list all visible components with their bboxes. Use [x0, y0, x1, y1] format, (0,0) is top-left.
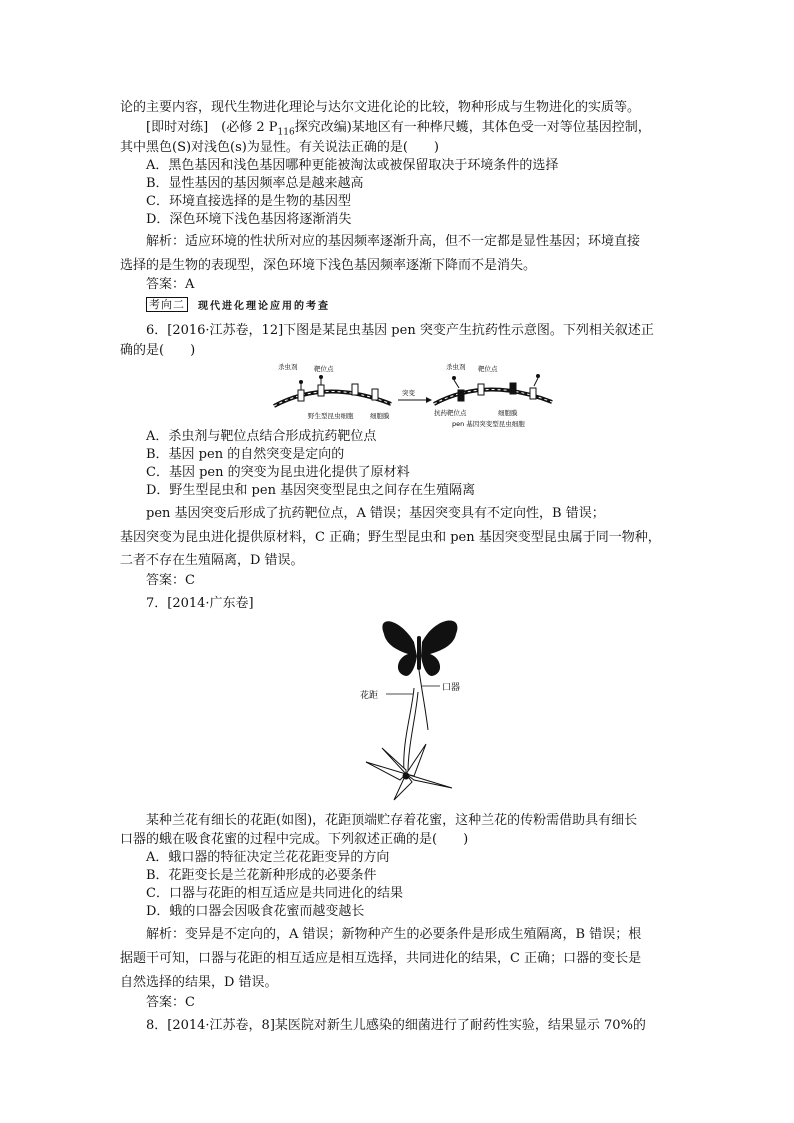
moth-icon — [382, 621, 457, 676]
practice-stem: 其中黑色(S)对浅色(s)为显性。有关说法正确的是( ) — [120, 140, 440, 155]
pen-mutation-diagram — [266, 360, 556, 430]
q5-explanation-1: 解析：适应环境的性状所对应的基因频率逐渐升高，但不一定都是显性基因；环境直接 — [146, 234, 641, 249]
label-nectar-spur: 花距 — [360, 691, 379, 701]
q8-stem-1: 8．[2014·江苏卷，8]某医院对新生儿感染的细菌进行了耐药性实验，结果显示 70%的 — [146, 1018, 646, 1033]
q6-option-d: D．野生型昆虫和 pen 基因突变型昆虫之间存在生殖隔离 — [146, 483, 476, 498]
q7-explanation-3: 自然选择的结果，D 错误。 — [120, 975, 278, 990]
q5-explanation-2: 选择的是生物的表现型，深色环境下浅色基因频率逐渐下降而不是消失。 — [120, 258, 537, 273]
q5-answer: 答案：A — [146, 277, 195, 292]
q7-stem-1: 某种兰花有细长的花距(如图)，花距顶端贮存着花蜜，这种兰花的传粉需借助具有细长 — [146, 813, 638, 828]
section-tag: 考向二 — [146, 297, 188, 312]
label-mutation: 突变 — [402, 389, 415, 397]
label-wild-cell: 野生型昆虫细胞 — [308, 412, 354, 420]
q5-option-c: C．环境直接选择的是生物的基因型 — [146, 194, 351, 209]
q5-option-b: B．显性基因的基因频率总是越来越高 — [146, 176, 364, 191]
label-target-right: 靶位点 — [478, 365, 498, 373]
label-mutant-cell: pen 基因突变型昆虫细胞 — [452, 420, 525, 428]
section-title: 现代进化理论应用的考查 — [198, 301, 330, 312]
q7-header: 7．[2014·广东卷] — [146, 596, 254, 611]
q7-explanation-2: 据题干可知，口器与花距的相互适应是相互选择，共同进化的结果，C 正确；口器的变长是 — [120, 951, 642, 966]
label-membrane-right: 细胞膜 — [498, 409, 518, 417]
q7-option-c: C．口器与花距的相互适应是共同进化的结果 — [146, 886, 403, 901]
q6-answer: 答案：C — [146, 573, 195, 588]
practice-heading: [即时对练] (必修 2 $P_{116}$探究改编)某地区有一种桦尺蠖，其体色受一对等位基因控制， — [146, 120, 651, 138]
q6-stem-2: 确的是( ) — [120, 343, 196, 358]
q6-explanation-1: pen 基因突变后形成了抗药靶位点，A 错误；基因突变具有不定向性，B 错误； — [146, 506, 605, 521]
q7-explanation-1: 解析：变异是不定向的，A 错误；新物种产生的必要条件是形成生殖隔离，B 错误；根 — [146, 927, 642, 942]
section-heading — [146, 297, 330, 312]
q7-answer: 答案：C — [146, 995, 195, 1010]
label-target-left: 靶位点 — [314, 365, 334, 373]
q6-explanation-2: 基因突变为昆虫进化提供原材料，C 正确；野生型昆虫和 pen 基因突变型昆虫属于同一物种， — [120, 530, 661, 545]
q6-option-b: B．基因 pen 的自然突变是定向的 — [146, 447, 345, 462]
q7-option-a: A．蛾口器的特征决定兰花花距变异的方向 — [146, 850, 390, 865]
label-resistant-target: 抗药靶位点 — [434, 409, 467, 417]
q5-option-d: D．深色环境下浅色基因将逐渐消失 — [146, 212, 352, 227]
label-mouthpart: 口器 — [442, 683, 461, 693]
orchid-moth-figure — [356, 612, 486, 802]
q6-option-c: C．基因 pen 的突变为昆虫进化提供了原材料 — [146, 465, 410, 480]
q5-option-a: A．黑色基因和浅色基因哪种更能被淘汰或被保留取决于环境条件的选择 — [146, 158, 559, 173]
q7-stem-2: 口器的蛾在吸食花蜜的过程中完成。下列叙述正确的是( ) — [120, 832, 469, 847]
q6-option-a: A．杀虫剂与靶位点结合形成抗药靶位点 — [146, 429, 377, 444]
resistant-target-site-icon — [452, 374, 540, 401]
q6-stem-1: 6．[2016·江苏卷，12]下图是某昆虫基因 pen 突变产生抗药性示意图。下列相关叙述正 — [146, 323, 654, 338]
q7-option-d: D．蛾的口器会因吸食花蜜而越变越长 — [146, 904, 365, 919]
q6-explanation-3: 二者不存在生殖隔离，D 错误。 — [120, 553, 304, 568]
q7-option-b: B．花距变长是兰花新种形成的必要条件 — [146, 868, 377, 883]
label-pesticide-right: 杀虫剂 — [446, 363, 466, 371]
label-pesticide-left: 杀虫剂 — [278, 363, 298, 371]
label-membrane-left: 细胞膜 — [370, 412, 390, 420]
paragraph-intro: 论的主要内容，现代生物进化理论与达尔文进化论的比较，物种形成与生物进化的实质等。 — [120, 100, 641, 115]
proboscis — [419, 670, 428, 730]
